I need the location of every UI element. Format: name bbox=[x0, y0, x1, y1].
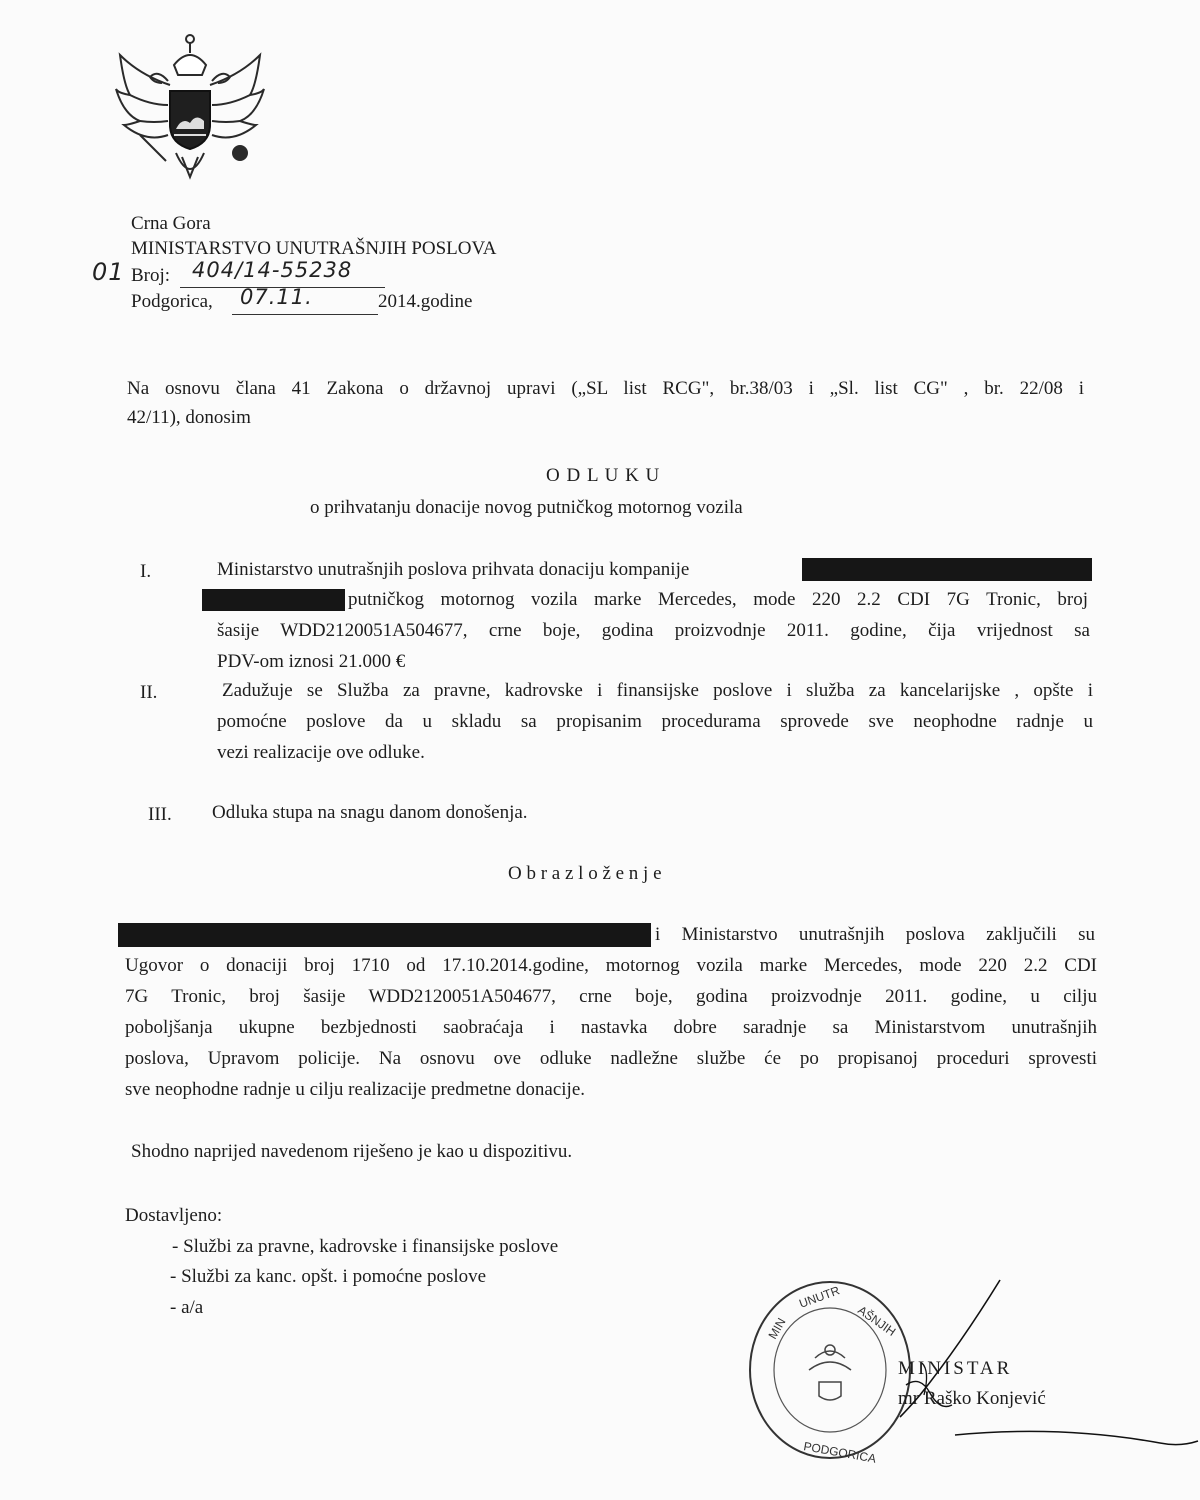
item-3-line-1: Odluka stupa na snagu danom donošenja. bbox=[212, 802, 528, 823]
reasoning-line-5: poslova, Upravom policije. Na osnovu ove odluke nadležne službe će po propisanoj proceduri sprovesti bbox=[125, 1048, 1097, 1069]
item-2-line-2: pomoćne poslove da u skladu sa propisanim procedurama sprovede sve neophodne radnje u bbox=[217, 711, 1093, 732]
decision-title: O D L U K U bbox=[546, 465, 661, 486]
intro-line-1: Na osnovu člana 41 Zakona o državnoj upravi („SL list RCG", br.38/03 i „Sl. list CG" , br. 22/08 i bbox=[127, 378, 1084, 399]
redacted-company-name-2 bbox=[202, 589, 345, 611]
broj-label: Broj: bbox=[131, 265, 171, 286]
reasoning-line-1: i Ministarstvo unutrašnjih poslova zaključili su bbox=[655, 924, 1095, 945]
redacted-company-name-1 bbox=[802, 558, 1092, 581]
coat-of-arms-emblem bbox=[110, 25, 270, 195]
country-name: Crna Gora bbox=[131, 213, 211, 234]
item-3-number: III. bbox=[148, 804, 172, 825]
date-value: 07.11. bbox=[240, 285, 313, 309]
item-2-line-3: vezi realizacije ove odluke. bbox=[217, 742, 425, 763]
item-2-line-1: Zadužuje se Služba za pravne, kadrovske i finansijske poslove i služba za kancelarijske , opšte i bbox=[222, 680, 1093, 701]
handwritten-signature bbox=[860, 1275, 1200, 1475]
reasoning-line-6: sve neophodne radnje u cilju realizacije predmetne donacije. bbox=[125, 1079, 586, 1100]
svg-text:PODGORICA: PODGORICA bbox=[802, 1439, 878, 1466]
reasoning-title: O b r a z l o ž e n j e bbox=[508, 863, 662, 884]
delivered-item-1: - Službi za pravne, kadrovske i finansijske poslove bbox=[172, 1236, 559, 1257]
svg-text:MIN: MIN bbox=[765, 1315, 789, 1342]
ministry-name: MINISTARSTVO UNUTRAŠNJIH POSLOVA bbox=[131, 238, 497, 259]
year-suffix: 2014.godine bbox=[378, 291, 473, 312]
reasoning-line-3: 7G Tronic, broj šasije WDD2120051A504677, crne boje, godina proizvodnje 2011. godine, u cilju bbox=[125, 986, 1097, 1007]
delivered-item-2: - Službi za kanc. opšt. i pomoćne poslove bbox=[170, 1266, 487, 1287]
item-1-number: I. bbox=[140, 561, 152, 582]
date-underline bbox=[232, 314, 378, 315]
margin-handwritten-mark: 01 bbox=[92, 258, 125, 286]
signature-name: mr Raško Konjević bbox=[898, 1388, 1046, 1409]
redacted-company-reasoning bbox=[118, 923, 651, 947]
place-label: Podgorica, bbox=[131, 291, 213, 312]
svg-text:UNUTR: UNUTR bbox=[797, 1283, 842, 1311]
item-1-line-3: šasije WDD2120051A504677, crne boje, godina proizvodnje 2011. godine, čija vrijednost sa bbox=[217, 620, 1090, 641]
decision-subtitle: o prihvatanju donacije novog putničkog motornog vozila bbox=[310, 497, 743, 518]
signature-title: MINISTAR bbox=[898, 1358, 1013, 1379]
reasoning-line-4: poboljšanja ukupne bezbjednosti saobraćaja i nastavka dobre saradnje sa Ministarstvom unutrašnjih bbox=[125, 1017, 1097, 1038]
intro-line-2: 42/11), donosim bbox=[127, 407, 251, 428]
conclusion-text: Shodno naprijed navedenom riješeno je kao u dispozitivu. bbox=[131, 1141, 573, 1162]
delivered-label: Dostavljeno: bbox=[125, 1205, 223, 1226]
svg-text:AŠNJIH: AŠNJIH bbox=[855, 1302, 899, 1339]
item-1-line-2: putničkog motornog vozila marke Mercedes, mode 220 2.2 CDI 7G Tronic, broj bbox=[348, 589, 1088, 610]
item-2-number: II. bbox=[140, 682, 158, 703]
delivered-item-3: - a/a bbox=[170, 1297, 204, 1318]
reasoning-line-2: Ugovor o donaciji broj 1710 od 17.10.2014.godine, motornog vozila marke Mercedes, mode 220 2.2 CDI bbox=[125, 955, 1097, 976]
item-1-line-4: PDV-om iznosi 21.000 € bbox=[217, 651, 406, 672]
broj-value: 404/14-55238 bbox=[192, 258, 353, 282]
item-1-line-1: Ministarstvo unutrašnjih poslova prihvata donaciju kompanije bbox=[217, 559, 690, 580]
